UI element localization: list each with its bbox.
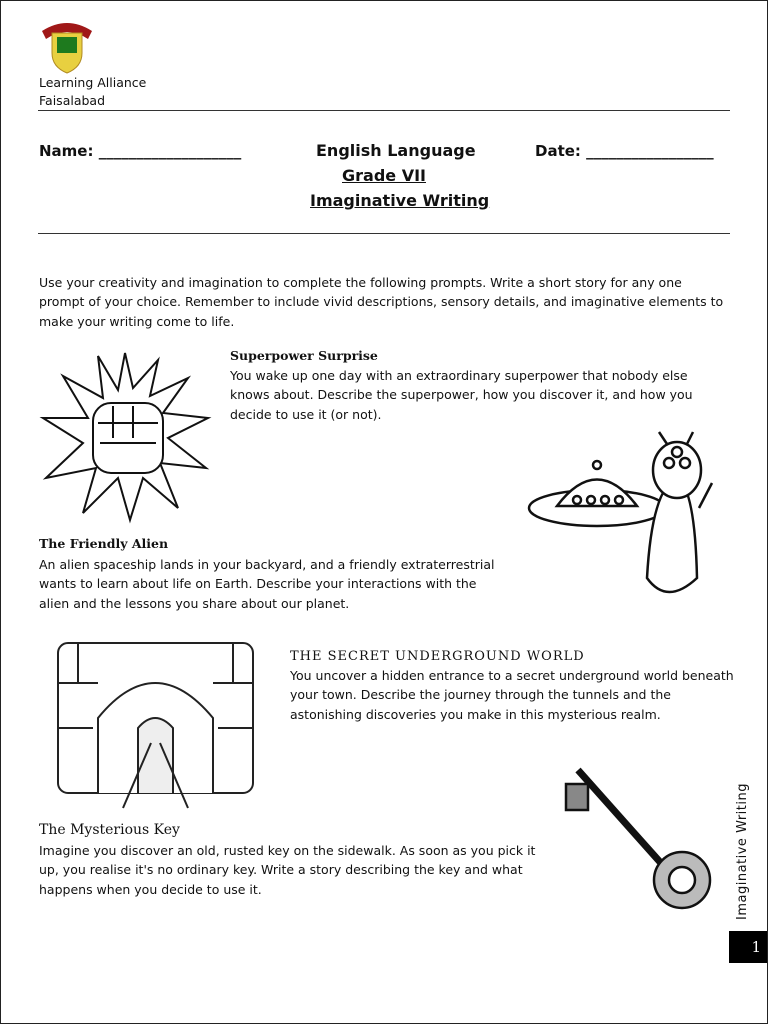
topic-title: Imaginative Writing [310,191,490,210]
subject-title: English Language [316,141,476,160]
prompt-text: You wake up one day with an extraordinary superpower that nobody else knows about. Describe the superpower, how you discover it, and how you decide to use it (or not). [230,368,693,422]
divider [38,233,730,234]
divider [38,110,730,111]
key-illustration [560,762,720,912]
grade-title: Grade VII [342,166,426,185]
prompt-text: You uncover a hidden entrance to a secret underground world beneath your town. Describe the journey through the tunnels and the astonishing discoveries you make in this mysterious realm. [290,668,734,722]
organization-name [39,74,146,110]
instructions: Use your creativity and imagination to complete the following prompts. Write a short story for any one prompt of your choice. Remember to include vivid descriptions, sensory details, and imaginative elements to make your writing come to life. [39,275,724,329]
date-field: Date: _________________ [535,142,714,160]
prompt-title: Superpower Surprise [230,348,378,363]
prompt-text: Imagine you discover an old, rusted key on the sidewalk. As soon as you pick it up, you realise it's no ordinary key. Write a story describing the key and what happens when you decide to use it. [39,843,536,897]
prompt-title: THE SECRET UNDERGROUND WORLD [290,649,585,664]
prompt-title: The Mysterious Key [39,822,180,838]
org-line1: Learning Alliance [39,75,147,90]
school-crest-logo [38,17,96,75]
prompt-title: The Friendly Alien [39,536,169,551]
alien-ufo-illustration [527,428,732,608]
org-line2: Faisalabad [39,93,106,108]
fist-illustration [38,348,213,526]
page-number: 1 [729,931,767,963]
side-label: Imaginative Writing [735,783,750,920]
name-field: Name: ___________________ [39,142,242,160]
tunnel-illustration [38,628,273,813]
prompt-text: An alien spaceship lands in your backyard, and a friendly extraterrestrial wants to learn about life on Earth. Describe your interactions with the alien and the lessons you share about our planet. [39,557,495,611]
